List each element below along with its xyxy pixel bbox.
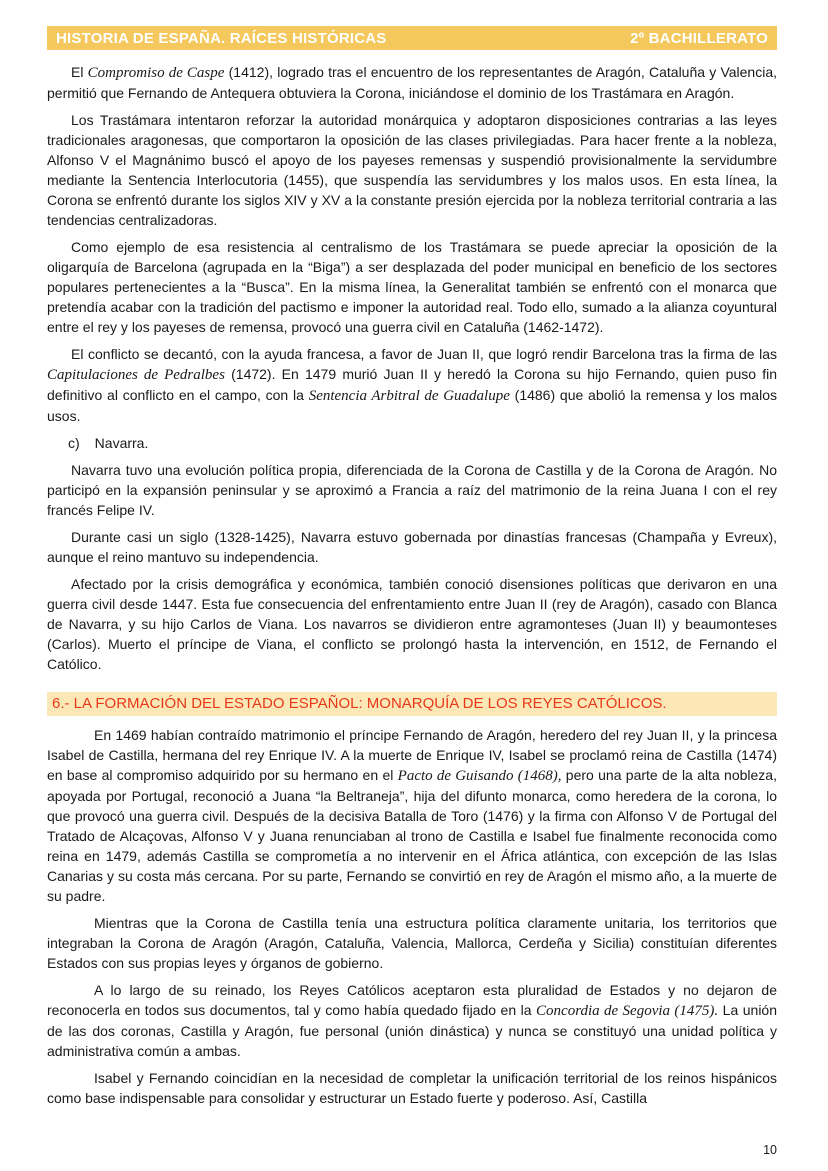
header-title: HISTORIA DE ESPAÑA. RAÍCES HISTÓRICAS <box>56 29 387 47</box>
text-run: (1472). En 1479 murió Juan II y heredó la Corona su hijo Fernando, quien puso fin definitivo al conflicto en el campo, con la <box>47 366 777 403</box>
list-item-label: c) <box>68 435 80 451</box>
text-run: El <box>71 64 88 80</box>
paragraph <box>47 725 777 906</box>
paragraph <box>47 460 777 520</box>
paragraph <box>47 913 777 973</box>
italic-term: Concordia de Segovia (1475). <box>536 1003 719 1019</box>
text-run: El conflicto se decantó, con la ayuda francesa, a favor de Juan II, que logró rendir Barcelona tras la firma de las <box>71 346 777 362</box>
text-run: (1486) que abolió la remensa y los malos usos. <box>47 387 777 424</box>
paragraph <box>47 344 777 426</box>
text-run: A lo largo de su reinado, los Reyes Católicos aceptaron esta pluralidad de Estados y no dejaron de reconocerla en todos sus documentos, tal y como había quedado fijado en la <box>47 982 777 1018</box>
text-run: Los Trastámara intentaron reforzar la autoridad monárquica y adoptaron disposiciones contrarias a las leyes tradicionales aragonesas, que comportaron la oposición de las clases privilegiadas. Para hacer frente a la nobleza, Alfonso V el Magnánimo buscó el apoyo de los payeses remensas y suspendió provisionalmente la servidumbre mediante la Sentencia Interlocutoria (1455), que suspendía las servidumbres y los malos usos. En esta línea, la Corona se enfrentó durante los siglos XIV y XV a la constante presión ejercida por la nobleza territorial contraria a las tendencias centralizadoras. <box>47 112 777 228</box>
text-run: Navarra. <box>94 435 149 451</box>
paragraph <box>47 1068 777 1108</box>
paragraph <box>47 62 777 103</box>
document-body <box>47 62 777 1108</box>
text-run: La unión de las dos coronas, Castilla y Aragón, fue personal (unión dinástica) y nunca se constituyó una unidad política y administrativa común a ambas. <box>47 1002 778 1059</box>
italic-term: Capitulaciones de Pedralbes <box>47 367 225 383</box>
paragraph <box>47 980 777 1061</box>
text-run: (1412), logrado tras el encuentro de los representantes de Aragón, Cataluña y Valencia, permitió que Fernando de Antequera obtuviera la Corona, iniciándose el dominio de los Trastámara en Aragón. <box>47 64 778 101</box>
text-run: Como ejemplo de esa resistencia al centralismo de los Trastámara se puede apreciar la oposición de la oligarquía de Barcelona (agrupada en la “Biga”) a ser desplazada del poder municipal en beneficio de los sectores populares pertenecientes a la “Busca”. En la misma línea, la Generalitat también se enfrentó con el monarca que pretendía acabar con la tradición del pactismo e imponer la autoridad real. Todo ello, sumado a la alianza coyuntural entre el rey y los payeses de remensa, provocó una guerra civil en Cataluña (1462-1472). <box>47 239 777 335</box>
page-number: 10 <box>763 1143 777 1157</box>
text-run: Afectado por la crisis demográfica y económica, también conoció disensiones políticas que derivaron en una guerra civil desde 1447. Esta fue consecuencia del enfrentamiento entre Juan II (rey de Aragón), casado con Blanca de Navarra, y su hijo Carlos de Viana. Los navarros se dividieron entre agramonteses (Juan II) y beaumonteses (Carlos). Muerto el príncipe de Viana, el conflicto se prolongó hasta la intervención, en 1512, de Fernando el Católico. <box>47 576 777 672</box>
italic-term: Sentencia Arbitral de Guadalupe <box>308 388 510 404</box>
paragraph <box>47 574 777 674</box>
section-heading: 6.- LA FORMACIÓN DEL ESTADO ESPAÑOL: MONARQUÍA DE LOS REYES CATÓLICOS. <box>47 692 777 716</box>
italic-term: Compromiso de Caspe <box>87 65 225 81</box>
header-grade: 2º BACHILLERATO <box>630 29 768 47</box>
text-run: Durante casi un siglo (1328-1425), Navarra estuvo gobernada por dinastías francesas (Champaña y Evreux), aunque el reino mantuvo su independencia. <box>47 529 777 565</box>
text-run: Mientras que la Corona de Castilla tenía una estructura política claramente unitaria, los territorios que integraban la Corona de Aragón (Aragón, Cataluña, Valencia, Mallorca, Cerdeña y Sicilia) constituían diferentes Estados con sus propias leyes y órganos de gobierno. <box>47 915 777 971</box>
text-run: Isabel y Fernando coincidían en la necesidad de completar la unificación territorial de los reinos hispánicos como base indispensable para consolidar y estructurar un Estado fuerte y poderoso. Así, Castilla <box>47 1070 777 1106</box>
paragraph <box>47 237 777 337</box>
paragraph-flow-after <box>47 725 777 1108</box>
header-bar <box>47 26 777 50</box>
text-run: pero una parte de la alta nobleza, apoyada por Portugal, reconoció a Juana “la Beltraneja”, hija del difunto monarca, como heredera de la corona, lo que provocó una guerra civil. Después de la decisiva Batalla de Toro (1476) y la firma con Alfonso V de Portugal del Tratado de Alcaçovas, Alfonso V y Juana renunciaban al trono de Castilla e Isabel fue finalmente reconocida como reina en 1479, además Castilla se comprometía a no intervenir en el África atlántica, con excepción de las Islas Canarias y su costa más cercana. Por su parte, Fernando se convirtió en rey de Aragón el mismo año, a la muerte de su padre. <box>47 767 777 904</box>
paragraph-flow-before <box>47 62 777 674</box>
list-item <box>47 433 777 453</box>
paragraph <box>47 110 777 230</box>
italic-term: Pacto de Guisando (1468), <box>397 768 562 784</box>
text-run: Navarra tuvo una evolución política propia, diferenciada de la Corona de Castilla y de la Corona de Aragón. No participó en la expansión peninsular y se aproximó a Francia a raíz del matrimonio de la reina Juana I con el rey francés Felipe IV. <box>47 462 777 518</box>
text-run: En 1469 habían contraído matrimonio el príncipe Fernando de Aragón, heredero del rey Juan II, y la princesa Isabel de Castilla, hermana del rey Enrique IV. A la muerte de Enrique IV, Isabel se proclamó reina de Castilla (1474) en base al compromiso adquirido por su hermano en el <box>47 727 777 783</box>
paragraph <box>47 527 777 567</box>
